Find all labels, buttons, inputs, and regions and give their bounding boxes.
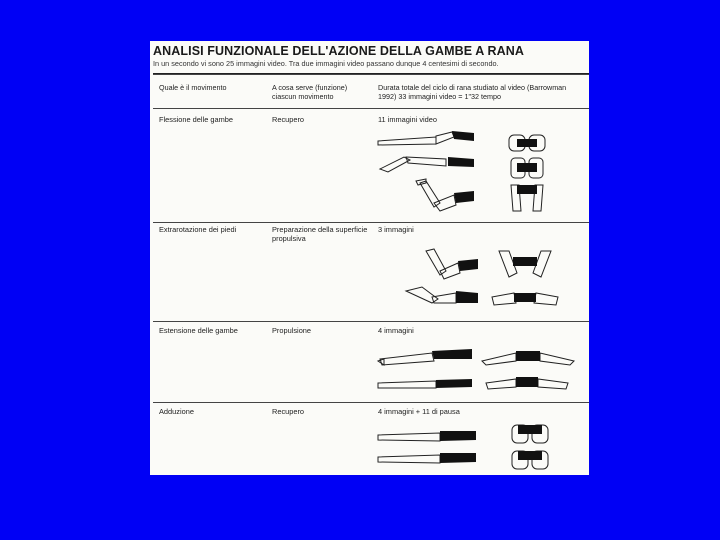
leg-rear-figure-1c: [505, 181, 549, 215]
row-1-movement: Flessione delle gambe: [159, 115, 233, 124]
leg-rear-figure-1a: [505, 131, 549, 155]
leg-rear-figure-3b: [484, 371, 570, 393]
row-1-duration: 11 immagini video: [378, 115, 438, 124]
header-duration: Durata totale del ciclo di rana studiato al video (Barrowman 1992) 33 immagini video = 1"32 tempo: [378, 83, 567, 101]
row-2-movement: Extrarotazione dei piedi: [159, 225, 237, 234]
leg-rear-figure-2a: [495, 249, 555, 281]
row-3-rule: [153, 402, 589, 403]
leg-rear-figure-2b: [490, 287, 560, 311]
leg-side-figure-2a: [420, 247, 482, 287]
row-3-purpose: Propulsione: [272, 326, 312, 335]
header-rule: [153, 108, 589, 109]
row-3-duration: 4 immagini: [378, 326, 414, 335]
row-1-rule: [153, 222, 589, 223]
row-3-movement: Estensione delle gambe: [159, 326, 238, 335]
row-2-duration: 3 immagini: [378, 225, 414, 234]
leg-side-figure-1c: [410, 177, 480, 217]
header-movement: Quale è il movimento: [159, 83, 227, 92]
leg-side-figure-4a: [376, 425, 480, 445]
leg-side-figure-3b: [376, 371, 480, 393]
leg-side-figure-4b: [376, 447, 480, 467]
leg-rear-figure-4b: [508, 447, 552, 473]
row-2-purpose: Preparazione della superficie propulsiva: [272, 225, 368, 243]
leg-side-figure-2b: [402, 285, 482, 309]
document-page: [150, 41, 589, 475]
leg-rear-figure-3a: [480, 345, 576, 367]
row-4-purpose: Recupero: [272, 407, 305, 416]
leg-rear-figure-4a: [508, 421, 552, 447]
row-1-purpose: Recupero: [272, 115, 305, 124]
leg-rear-figure-1b: [505, 155, 549, 181]
row-4-duration: 4 immagini + 11 di pausa: [378, 407, 460, 416]
leg-side-figure-1a: [376, 127, 480, 149]
document-title: ANALISI FUNZIONALE DELL'AZIONE DELLA GAMBE A RANA: [153, 44, 525, 58]
document-subtitle: In un secondo vi sono 25 immagini video. Tra due immagini video passano dunque 4 centesimi di secondo.: [153, 59, 499, 68]
row-4-movement: Adduzione: [159, 407, 194, 416]
header-purpose: A cosa serve (funzione) ciascun movimento: [272, 83, 348, 101]
row-2-rule: [153, 321, 589, 322]
leg-side-figure-3a: [376, 345, 480, 367]
table-top-rule-inner: [153, 74, 589, 75]
leg-side-figure-1b: [376, 151, 480, 173]
